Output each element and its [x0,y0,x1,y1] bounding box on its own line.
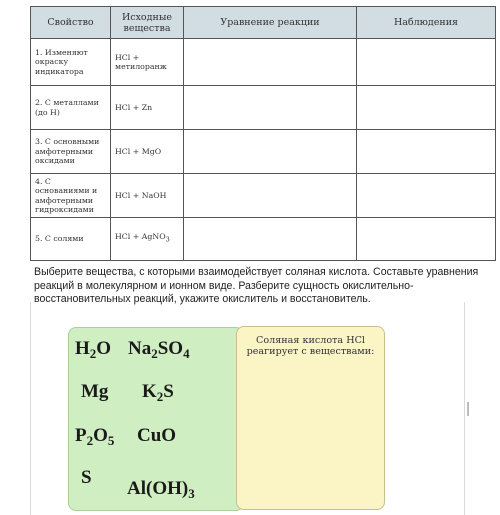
reactants-cell: HCl + метилоранж [111,39,184,86]
equation-cell[interactable] [184,39,357,86]
substance-mg[interactable]: Mg [81,381,109,402]
equation-cell[interactable] [184,218,357,261]
table-row [31,174,496,218]
substance-k2s[interactable]: $K_2S$ [142,381,174,404]
substance-h2o[interactable]: $H_2O$ [75,338,112,361]
header-observation: Наблюдения [357,7,496,39]
property-cell: 1. Изменяют окраску индикатора [31,39,111,86]
substances-box [68,327,244,511]
property-cell: 5. С солями [31,218,111,261]
substance-aloh3[interactable]: $Al(OH)_3$ [127,478,195,501]
observation-cell[interactable] [357,218,496,261]
header-reactants: Исходные вещества [111,7,184,39]
substance-cuo[interactable]: CuO [137,425,177,446]
hcl-reacts-dropzone[interactable] [236,326,385,510]
observation-cell[interactable] [357,86,496,130]
task-instruction: Выберите вещества, с которыми взаимодействует соляная кислота. Составьте уравнения реакций в молекулярном и ионном виде. Разберите сущность окислительно-восстановительных реакций, укажите окислитель и восстановитель. [34,266,479,305]
property-cell: 4. С основаниями и амфотерными гидроксидами [31,174,111,218]
substance-s[interactable]: S [81,467,92,488]
scrollbar-thumb[interactable] [467,402,469,416]
observation-cell[interactable] [357,174,496,218]
equation-cell[interactable] [184,86,357,130]
dropzone-label: Соляная кислота HCl реагирует с веществами: [246,335,375,357]
reactants-cell: HCl + MgO [111,130,184,174]
table-row [31,86,496,130]
equation-cell[interactable] [184,130,357,174]
property-cell: 3. С основными амфотерными оксидами [31,130,111,174]
reactants-cell: HCl + NaOH [111,174,184,218]
equation-cell[interactable] [184,174,357,218]
substance-na2so4[interactable]: $Na_2SO_4$ [128,338,190,361]
property-cell: 2. С металлами (до H) [31,86,111,130]
table-row [31,218,496,261]
header-property: Свойство [31,7,111,39]
table-row [31,39,496,86]
reactants-cell: HCl + AgNO$_3$ [111,218,184,261]
observation-cell[interactable] [357,39,496,86]
reactants-cell: HCl + Zn [111,86,184,130]
header-equation: Уравнение реакции [184,7,357,39]
substance-p2o5[interactable]: $P_2O_5$ [75,425,115,448]
observation-cell[interactable] [357,130,496,174]
reactions-table [30,6,496,261]
table-row [31,130,496,174]
drag-drop-workspace [30,302,465,515]
